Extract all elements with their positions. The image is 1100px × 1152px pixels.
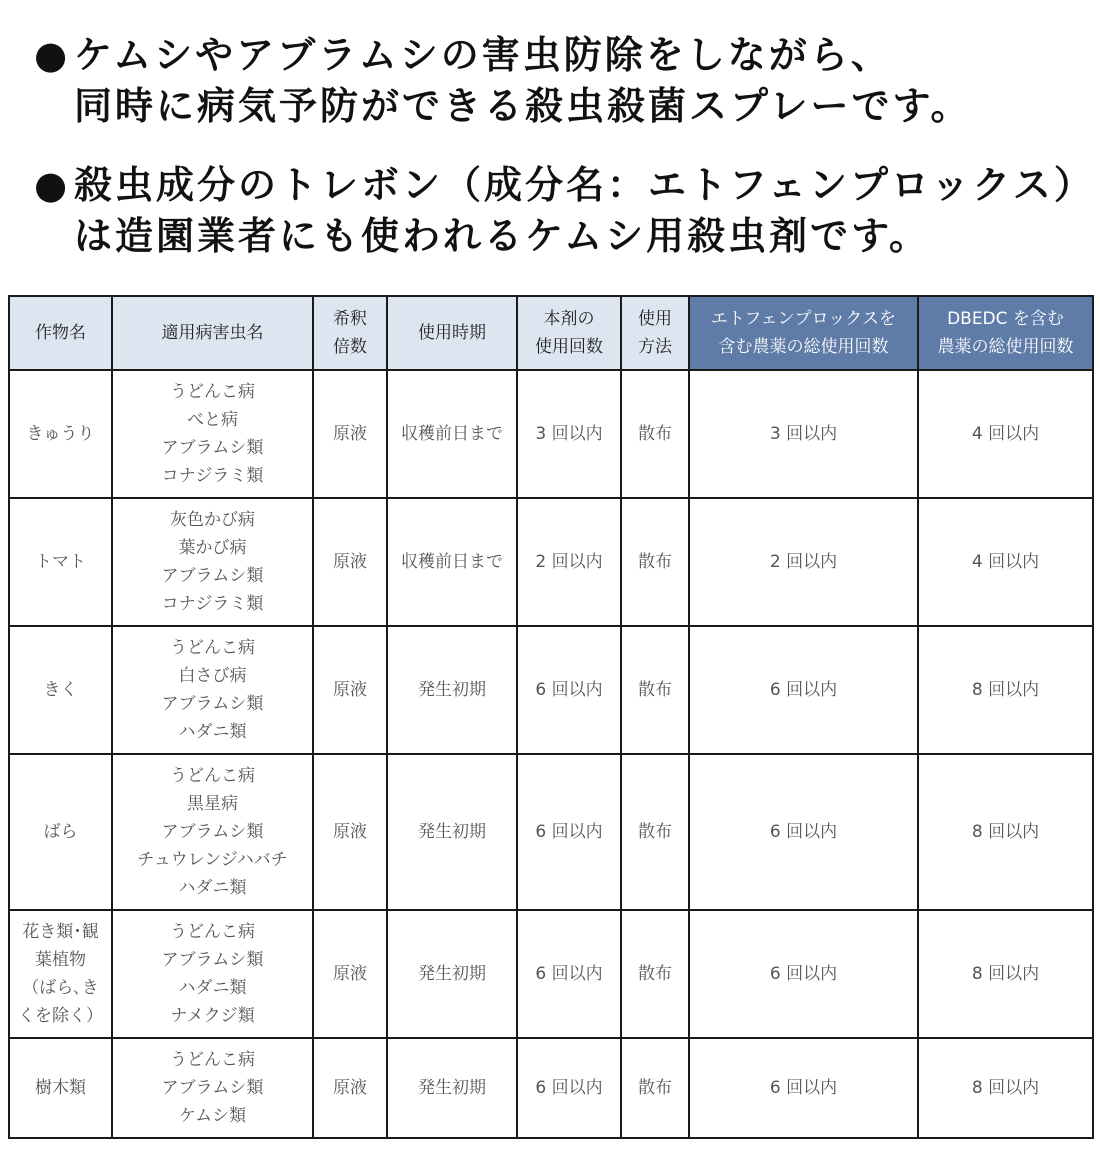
table-row xyxy=(9,626,1093,754)
pest-name: ケムシ類 xyxy=(178,1106,247,1126)
intro-bullet-1 xyxy=(34,30,1094,132)
cell-crop xyxy=(9,910,112,1038)
cell-pests xyxy=(112,370,313,498)
crop-name: ばら xyxy=(43,822,78,842)
cell-dbedc-total: 8 回以内 xyxy=(918,626,1093,754)
table-header-row xyxy=(9,296,1093,370)
header-etofenprox-total xyxy=(689,296,918,370)
header-line: 作物名 xyxy=(35,323,86,343)
header-line: 使用時期 xyxy=(418,323,486,343)
cell-dilution: 原液 xyxy=(313,370,387,498)
table-row xyxy=(9,910,1093,1038)
header-dbedc-total xyxy=(918,296,1093,370)
cell-crop xyxy=(9,1038,112,1138)
cell-crop xyxy=(9,370,112,498)
cell-count: 2 回以内 xyxy=(517,498,621,626)
bullet-2-line-2: は造園業者にも使われるケムシ用殺虫剤です。 xyxy=(74,214,931,258)
table-row xyxy=(9,498,1093,626)
cell-crop xyxy=(9,498,112,626)
cell-pests xyxy=(112,1038,313,1138)
crop-name: （ばら､き xyxy=(22,978,99,998)
pest-name: アブラムシ類 xyxy=(161,822,264,842)
table-row xyxy=(9,754,1093,910)
cell-etofenprox-total: 6 回以内 xyxy=(689,626,918,754)
table-row xyxy=(9,370,1093,498)
cell-method: 散布 xyxy=(621,910,689,1038)
header-line: 希釈 xyxy=(333,309,367,329)
header-line: 含む農薬の総使用回数 xyxy=(718,337,889,357)
usage-table xyxy=(8,295,1094,1139)
crop-name: きく xyxy=(43,680,78,700)
pest-name: コナジラミ類 xyxy=(161,466,264,486)
cell-timing: 発生初期 xyxy=(387,626,517,754)
cell-dbedc-total: 4 回以内 xyxy=(918,370,1093,498)
header-timing xyxy=(387,296,517,370)
header-line: DBEDC を含む xyxy=(947,309,1064,329)
header-pest xyxy=(112,296,313,370)
header-crop xyxy=(9,296,112,370)
cell-method: 散布 xyxy=(621,370,689,498)
pest-name: アブラムシ類 xyxy=(161,1078,264,1098)
cell-dilution: 原液 xyxy=(313,498,387,626)
pest-name: アブラムシ類 xyxy=(161,566,264,586)
crop-name: きゅうり xyxy=(26,424,95,444)
cell-dbedc-total: 4 回以内 xyxy=(918,498,1093,626)
cell-crop xyxy=(9,626,112,754)
bullet-1-line-1: ケムシやアブラムシの害虫防除をしながら、 xyxy=(74,33,892,77)
crop-name: 樹木類 xyxy=(35,1078,86,1098)
pest-name: 灰色かび病 xyxy=(170,510,255,530)
pest-name: うどんこ病 xyxy=(170,922,255,942)
cell-pests xyxy=(112,754,313,910)
pest-name: 葉かび病 xyxy=(178,538,247,558)
cell-timing: 発生初期 xyxy=(387,910,517,1038)
header-line: 本剤の xyxy=(543,309,595,329)
header-line: 倍数 xyxy=(333,337,367,357)
cell-dbedc-total: 8 回以内 xyxy=(918,754,1093,910)
header-line: エトフェンプロックスを xyxy=(710,309,897,329)
header-line: 農薬の総使用回数 xyxy=(937,337,1074,357)
crop-name: 葉植物 xyxy=(35,950,86,970)
cell-method: 散布 xyxy=(621,754,689,910)
cell-crop xyxy=(9,754,112,910)
pest-name: 白さび病 xyxy=(178,666,247,686)
pest-name: ハダニ類 xyxy=(178,978,247,998)
pest-name: 黒星病 xyxy=(187,794,238,814)
cell-timing: 発生初期 xyxy=(387,754,517,910)
cell-dilution: 原液 xyxy=(313,626,387,754)
crop-name: 花き類･観 xyxy=(22,922,99,942)
cell-method: 散布 xyxy=(621,498,689,626)
cell-method: 散布 xyxy=(621,626,689,754)
cell-pests xyxy=(112,910,313,1038)
pest-name: コナジラミ類 xyxy=(161,594,264,614)
pest-name: ハダニ類 xyxy=(178,722,247,742)
header-dilution xyxy=(313,296,387,370)
cell-dilution: 原液 xyxy=(313,754,387,910)
cell-count: 6 回以内 xyxy=(517,754,621,910)
header-line: 方法 xyxy=(638,337,672,357)
cell-timing: 発生初期 xyxy=(387,1038,517,1138)
pest-name: チュウレンジハバチ xyxy=(137,850,288,870)
cell-dilution: 原液 xyxy=(313,910,387,1038)
cell-method: 散布 xyxy=(621,1038,689,1138)
crop-name: くを除く） xyxy=(18,1006,103,1026)
header-line: 使用回数 xyxy=(535,337,603,357)
bullet-1-line-2: 同時に病気予防ができる殺虫殺菌スプレーです。 xyxy=(74,84,972,128)
header-line: 適用病害虫名 xyxy=(161,323,264,343)
cell-count: 6 回以内 xyxy=(517,626,621,754)
pest-name: アブラムシ類 xyxy=(161,438,264,458)
cell-dbedc-total: 8 回以内 xyxy=(918,910,1093,1038)
pest-name: べと病 xyxy=(187,410,238,430)
cell-etofenprox-total: 3 回以内 xyxy=(689,370,918,498)
bullet-2-line-1: 殺虫成分のトレボン（成分名：エトフェンプロックス） xyxy=(74,163,1095,207)
intro-bullet-2 xyxy=(34,160,1094,262)
header-count xyxy=(517,296,621,370)
pest-name: うどんこ病 xyxy=(170,766,255,786)
cell-pests xyxy=(112,626,313,754)
cell-count: 6 回以内 xyxy=(517,1038,621,1138)
header-method xyxy=(621,296,689,370)
cell-timing: 収穫前日まで xyxy=(387,498,517,626)
table-row xyxy=(9,1038,1093,1138)
pest-name: ハダニ類 xyxy=(178,878,247,898)
pest-name: ナメクジ類 xyxy=(170,1006,255,1026)
pest-name: うどんこ病 xyxy=(170,382,255,402)
cell-dilution: 原液 xyxy=(313,1038,387,1138)
bullet-mark: ● xyxy=(34,163,71,207)
cell-etofenprox-total: 6 回以内 xyxy=(689,754,918,910)
pest-name: うどんこ病 xyxy=(170,638,255,658)
cell-count: 3 回以内 xyxy=(517,370,621,498)
cell-timing: 収穫前日まで xyxy=(387,370,517,498)
pest-name: アブラムシ類 xyxy=(161,694,264,714)
cell-etofenprox-total: 2 回以内 xyxy=(689,498,918,626)
cell-etofenprox-total: 6 回以内 xyxy=(689,910,918,1038)
bullet-mark: ● xyxy=(34,33,71,77)
pest-name: アブラムシ類 xyxy=(161,950,264,970)
table-body xyxy=(9,370,1093,1138)
cell-count: 6 回以内 xyxy=(517,910,621,1038)
header-line: 使用 xyxy=(638,309,672,329)
cell-etofenprox-total: 6 回以内 xyxy=(689,1038,918,1138)
intro-bullets xyxy=(34,30,1094,262)
crop-name: トマト xyxy=(35,552,86,572)
cell-dbedc-total: 8 回以内 xyxy=(918,1038,1093,1138)
cell-pests xyxy=(112,498,313,626)
pest-name: うどんこ病 xyxy=(170,1050,255,1070)
